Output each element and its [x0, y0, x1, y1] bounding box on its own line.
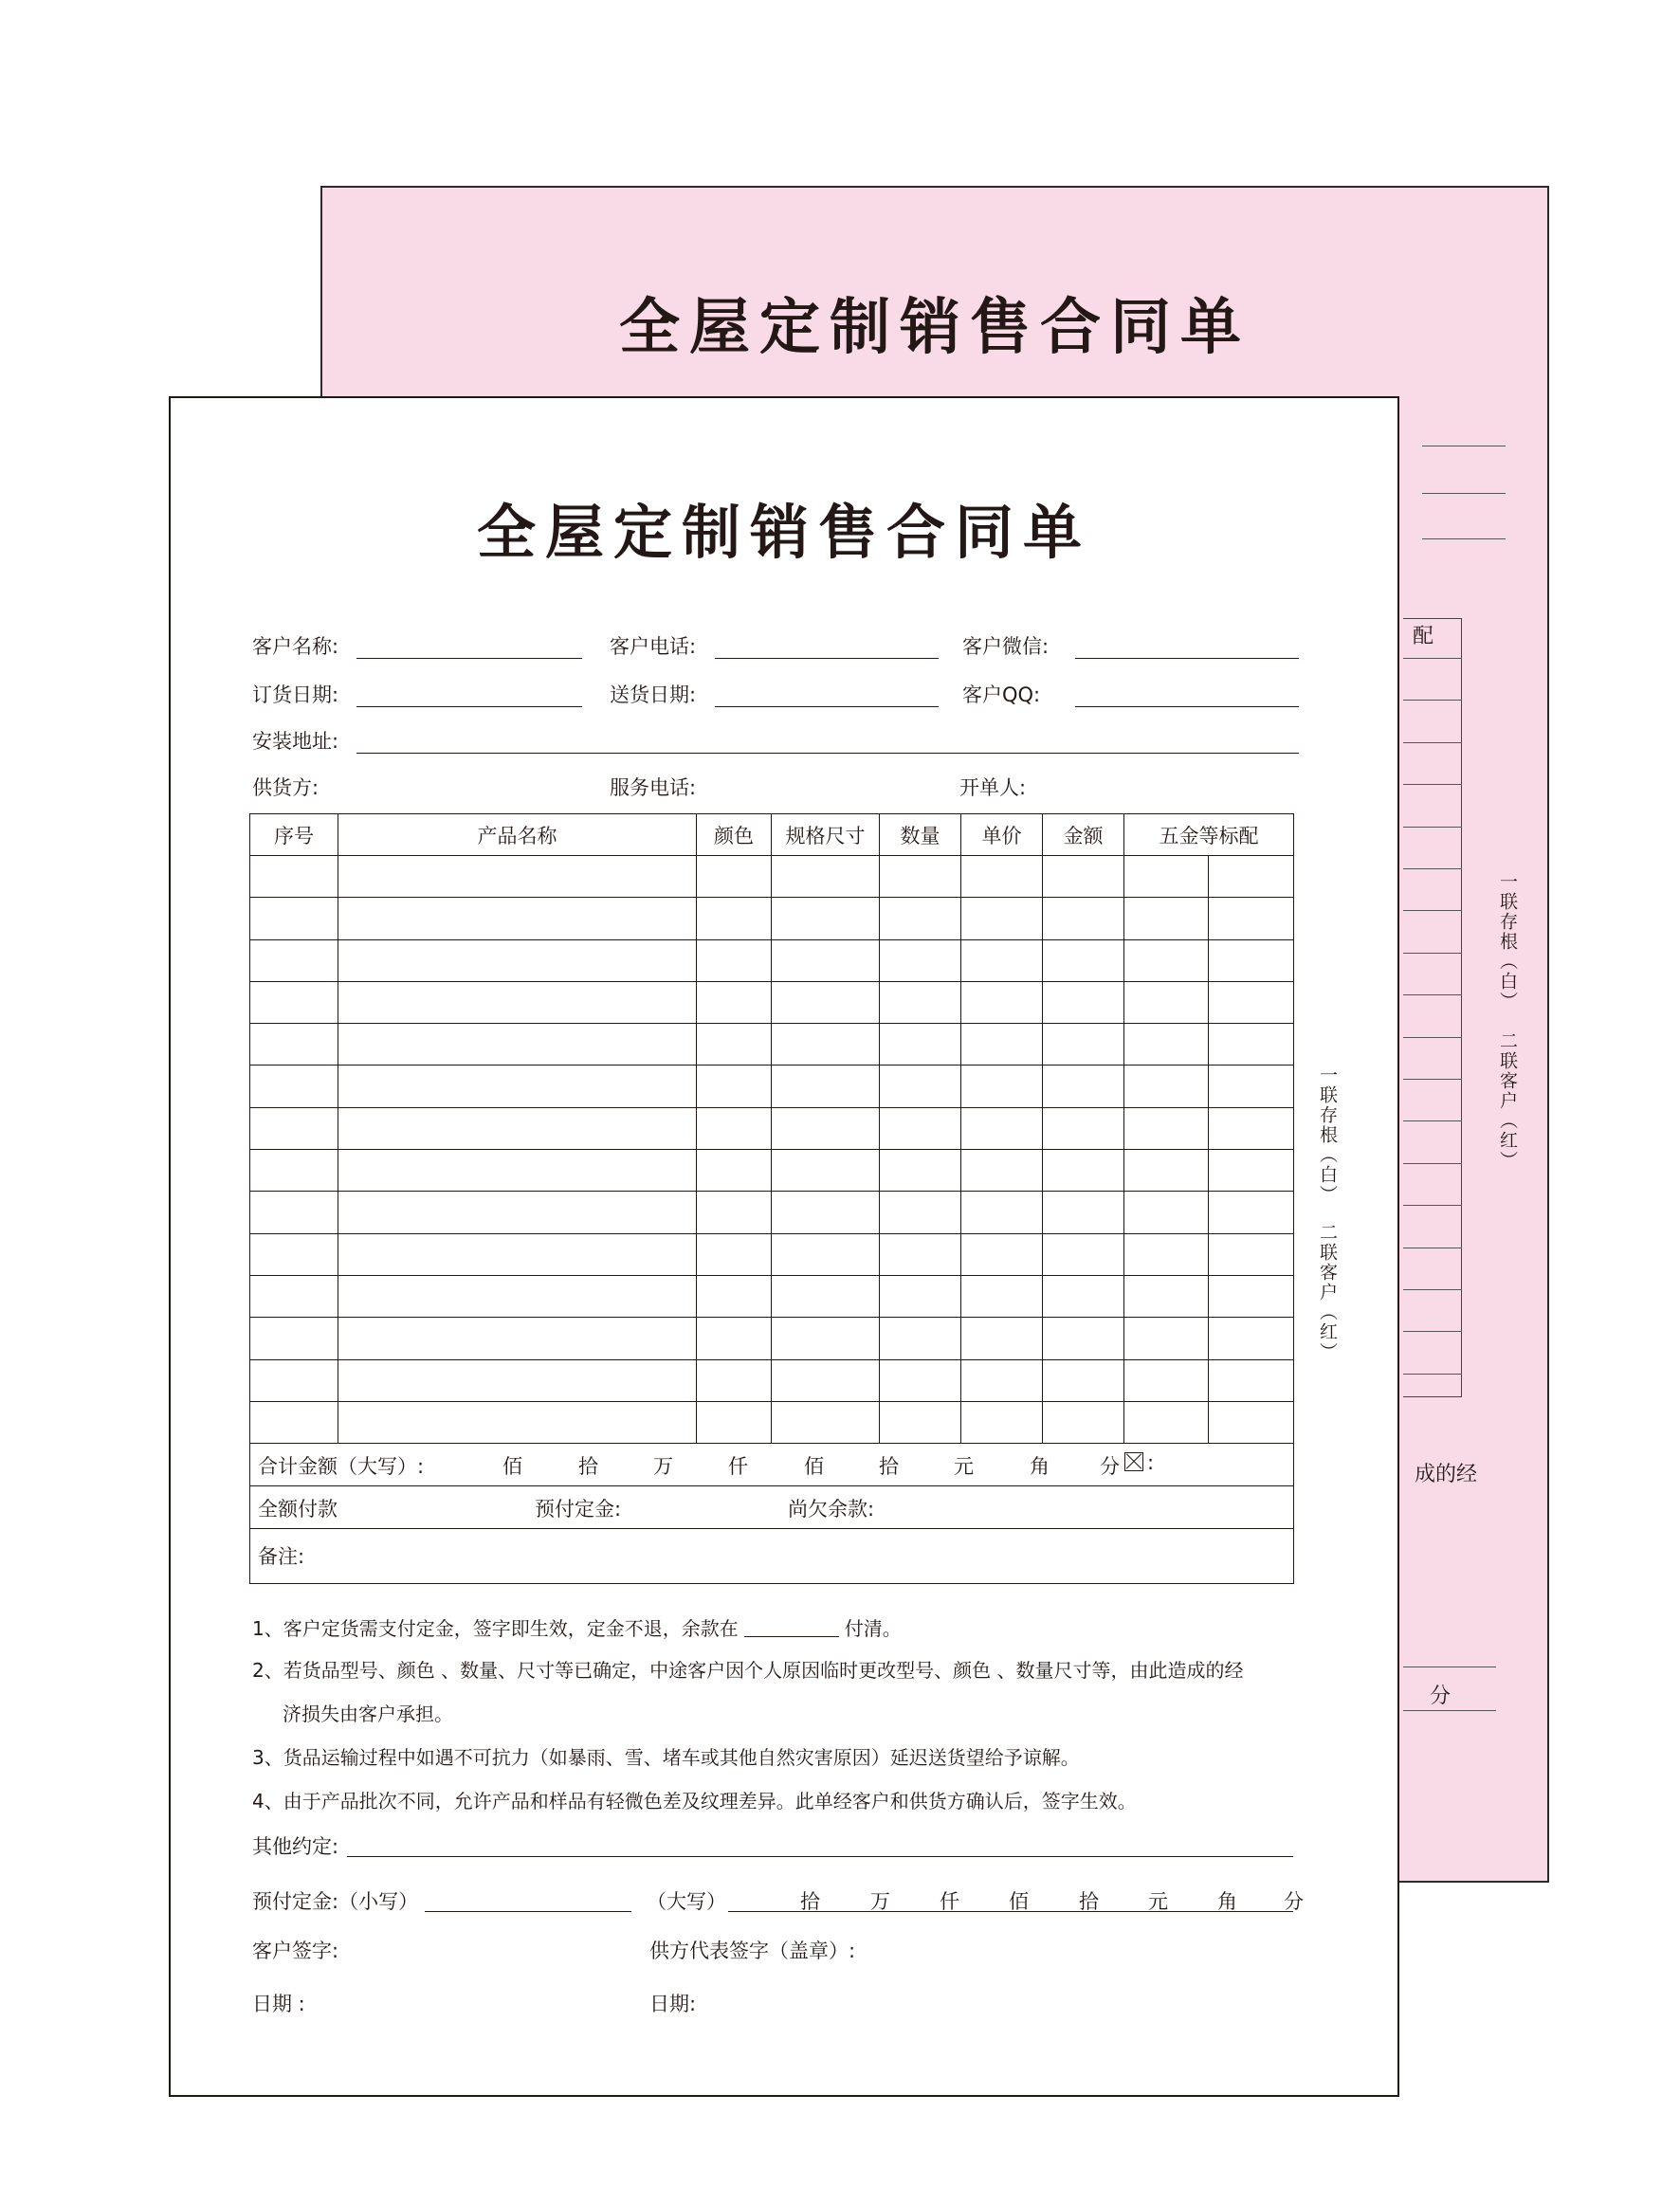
term-2-continued: 济损失由客户承担。 [283, 1703, 453, 1725]
deposit-unit-label: 元 [1148, 1890, 1168, 1913]
table-cell[interactable] [1043, 1066, 1124, 1107]
deposit-small-label: 预付定金:（小写） [252, 1890, 419, 1913]
table-cell[interactable] [1124, 1024, 1209, 1066]
table-cell[interactable] [697, 1318, 772, 1359]
table-cell[interactable] [1043, 1318, 1124, 1359]
term-1 [252, 1613, 902, 1641]
back-table-row-line [1403, 1331, 1462, 1332]
deposit-unit-label: 拾 [800, 1890, 820, 1913]
table-cell[interactable] [697, 1359, 772, 1401]
contract-title: 全屋定制销售合同单 [476, 498, 1091, 567]
table-cell[interactable] [772, 1359, 880, 1401]
table-cell[interactable] [1124, 1318, 1209, 1359]
table-cell[interactable] [250, 1066, 338, 1107]
header-color: 颜色 [697, 814, 772, 856]
back-table-row-line [1403, 784, 1462, 785]
customer-wechat-label: 客户微信: [962, 635, 1050, 658]
table-cell[interactable] [1209, 1401, 1294, 1443]
table-row [250, 1192, 1294, 1233]
table-cell[interactable] [772, 939, 880, 981]
table-cell[interactable] [961, 1359, 1043, 1401]
table-cell[interactable] [1209, 898, 1294, 939]
table-cell[interactable] [772, 1024, 880, 1066]
back-table-row-line [1403, 910, 1462, 911]
table-cell[interactable] [1043, 1024, 1124, 1066]
crossed-box-icon [1124, 1452, 1143, 1471]
table-cell[interactable] [961, 1318, 1043, 1359]
other-agreement-label: 其他约定: [252, 1835, 339, 1858]
header-quantity: 数量 [880, 814, 961, 856]
table-cell[interactable] [880, 856, 961, 898]
table-cell[interactable] [1209, 1066, 1294, 1107]
unit-bai: 佰 [804, 1455, 824, 1479]
table-cell[interactable] [1209, 1318, 1294, 1359]
table-row [250, 981, 1294, 1023]
back-table-row-line [1403, 1120, 1462, 1121]
table-cell[interactable] [338, 1024, 697, 1066]
table-cell[interactable] [1043, 1107, 1124, 1149]
table-cell[interactable] [772, 1401, 880, 1443]
table-cell[interactable] [772, 1275, 880, 1317]
table-cell[interactable] [880, 1233, 961, 1275]
deposit-unit-label: 分 [1284, 1890, 1304, 1913]
table-cell[interactable] [697, 1401, 772, 1443]
table-cell[interactable] [338, 856, 697, 898]
table-cell[interactable] [338, 1192, 697, 1233]
table-cell[interactable] [880, 939, 961, 981]
table-cell[interactable] [880, 1150, 961, 1192]
unit-wan: 万 [653, 1455, 673, 1479]
total-suffix: : [1147, 1451, 1155, 1475]
customer-qq-field[interactable] [1075, 706, 1299, 707]
table-row [250, 1150, 1294, 1192]
table-cell[interactable] [772, 898, 880, 939]
table-cell[interactable] [961, 1401, 1043, 1443]
table-cell[interactable] [1209, 939, 1294, 981]
table-cell[interactable] [250, 981, 338, 1023]
table-cell[interactable] [772, 981, 880, 1023]
table-cell[interactable] [880, 898, 961, 939]
term-3: 3、货品运输过程中如遇不可抗力（如暴雨、雪、堵车或其他自然灾害原因）延迟送货望给予谅解。 [252, 1746, 1080, 1769]
items-table [249, 813, 1294, 1584]
table-row [250, 1275, 1294, 1317]
table-cell[interactable] [961, 1066, 1043, 1107]
table-cell[interactable] [772, 1107, 880, 1149]
delivery-date-label: 送货日期: [610, 683, 697, 706]
customer-name-label: 客户名称: [252, 635, 339, 658]
table-cell[interactable] [697, 981, 772, 1023]
supplier-sign-label: 供方代表签字（盖章）: [649, 1940, 856, 1962]
table-cell[interactable] [1043, 1150, 1124, 1192]
customer-qq-label: 客户QQ: [962, 683, 1041, 706]
back-table-row-line [1403, 1079, 1462, 1080]
table-cell[interactable] [697, 1066, 772, 1107]
header-serial: 序号 [250, 814, 338, 856]
back-table-edge [1403, 618, 1462, 1397]
table-cell[interactable] [772, 1233, 880, 1275]
customer-name-field[interactable] [356, 658, 582, 659]
back-fen-fragment: 分 [1430, 1685, 1452, 1708]
table-cell[interactable] [697, 856, 772, 898]
table-cell[interactable] [250, 939, 338, 981]
table-row [250, 1066, 1294, 1107]
deposit-unit-label: 角 [1217, 1890, 1237, 1913]
table-cell[interactable] [1124, 1107, 1209, 1149]
table-cell[interactable] [250, 1318, 338, 1359]
table-cell[interactable] [1124, 856, 1209, 898]
table-cell[interactable] [338, 1401, 697, 1443]
table-cell[interactable] [1043, 1275, 1124, 1317]
balance-date-field[interactable] [744, 1619, 839, 1637]
unit-shi: 拾 [578, 1455, 598, 1479]
table-cell[interactable] [1209, 1275, 1294, 1317]
table-cell[interactable] [1043, 1401, 1124, 1443]
table-cell[interactable] [961, 1275, 1043, 1317]
table-cell[interactable] [250, 1150, 338, 1192]
deposit-small-field[interactable] [425, 1911, 631, 1912]
order-date-label: 订货日期: [252, 683, 339, 706]
table-cell[interactable] [961, 939, 1043, 981]
table-cell[interactable] [1124, 1233, 1209, 1275]
table-row [250, 898, 1294, 939]
table-cell[interactable] [1209, 981, 1294, 1023]
back-table-row-line [1403, 1037, 1462, 1038]
table-cell[interactable] [250, 1359, 338, 1401]
table-cell[interactable] [1124, 1275, 1209, 1317]
remarks-row [250, 1529, 1294, 1584]
order-date-field[interactable] [356, 706, 582, 707]
table-cell[interactable] [250, 1192, 338, 1233]
customer-sign-label: 客户签字: [252, 1940, 339, 1962]
back-field-line [1403, 1710, 1496, 1711]
table-cell[interactable] [1124, 1192, 1209, 1233]
table-cell[interactable] [880, 1024, 961, 1066]
table-cell[interactable] [772, 1192, 880, 1233]
full-payment-label: 全额付款 [258, 1498, 338, 1521]
deposit-unit-label: 仟 [940, 1890, 959, 1913]
table-cell[interactable] [1124, 1066, 1209, 1107]
supplier-label: 供货方: [252, 776, 320, 799]
table-cell[interactable] [250, 856, 338, 898]
other-agreement-field[interactable] [347, 1856, 1293, 1857]
table-cell[interactable] [1043, 1359, 1124, 1401]
table-cell[interactable] [961, 856, 1043, 898]
table-cell[interactable] [1209, 1359, 1294, 1401]
back-copy-label-stub: 一联存根（白） [1497, 872, 1518, 1011]
back-col-fragment: 配 [1413, 625, 1434, 648]
table-cell[interactable] [338, 1359, 697, 1401]
table-cell[interactable] [880, 1401, 961, 1443]
table-row [250, 1359, 1294, 1401]
header-spec: 规格尺寸 [772, 814, 880, 856]
back-sheet-title: 全屋定制销售合同单 [619, 293, 1251, 363]
table-cell[interactable] [338, 898, 697, 939]
table-cell[interactable] [772, 1066, 880, 1107]
table-cell[interactable] [250, 1024, 338, 1066]
back-table-row-line [1403, 827, 1462, 828]
table-cell[interactable] [880, 1066, 961, 1107]
table-cell[interactable] [1043, 981, 1124, 1023]
copy-label-customer: 二联客户（红） [1317, 1223, 1338, 1362]
unit-fen: 分 [1100, 1455, 1120, 1479]
table-cell[interactable] [250, 1275, 338, 1317]
table-cell[interactable] [880, 1192, 961, 1233]
back-table-row-line [1403, 1163, 1462, 1164]
delivery-date-field[interactable] [715, 706, 939, 707]
header-amount: 金额 [1043, 814, 1124, 856]
header-product-name: 产品名称 [338, 814, 697, 856]
deposit-unit-label: 拾 [1079, 1890, 1099, 1913]
deposit-unit-label: 万 [870, 1890, 890, 1913]
unit-yuan: 元 [954, 1455, 974, 1479]
install-address-field[interactable] [356, 753, 1299, 754]
table-cell[interactable] [338, 1233, 697, 1275]
issuer-label: 开单人: [959, 776, 1027, 799]
symbol-box [1124, 1451, 1143, 1474]
table-cell[interactable] [1124, 939, 1209, 981]
unit-jiao: 角 [1030, 1455, 1050, 1479]
table-cell[interactable] [250, 1107, 338, 1149]
header-hardware: 五金等标配 [1124, 814, 1294, 856]
table-cell[interactable] [961, 1192, 1043, 1233]
table-cell[interactable] [338, 1107, 697, 1149]
back-table-row-line [1403, 700, 1462, 701]
table-cell[interactable] [250, 1401, 338, 1443]
deposit-big-label: （大写） [647, 1890, 726, 1913]
unit-qian: 仟 [728, 1455, 748, 1479]
table-cell[interactable] [1043, 939, 1124, 981]
back-field-line [1422, 493, 1506, 494]
table-cell[interactable] [338, 1275, 697, 1317]
table-cell[interactable] [250, 1233, 338, 1275]
table-row [250, 856, 1294, 898]
table-cell[interactable] [880, 1107, 961, 1149]
table-cell[interactable] [772, 856, 880, 898]
table-cell[interactable] [338, 981, 697, 1023]
table-cell[interactable] [1124, 1150, 1209, 1192]
table-cell[interactable] [1124, 1401, 1209, 1443]
table-cell[interactable] [1124, 981, 1209, 1023]
table-row [250, 1024, 1294, 1066]
table-cell[interactable] [338, 1066, 697, 1107]
table-cell[interactable] [961, 1024, 1043, 1066]
table-row [250, 1107, 1294, 1149]
table-cell[interactable] [697, 898, 772, 939]
customer-phone-label: 客户电话: [610, 635, 697, 658]
unit-shi: 拾 [879, 1455, 899, 1479]
total-row [250, 1444, 1294, 1486]
table-cell[interactable] [961, 898, 1043, 939]
table-header-row [250, 814, 1294, 856]
customer-date-label: 日期 : [252, 1993, 305, 2015]
table-cell[interactable] [1209, 1107, 1294, 1149]
term-1-end: 付清。 [844, 1617, 902, 1640]
back-copy-label-customer: 二联客户（红） [1497, 1031, 1518, 1171]
table-row [250, 1318, 1294, 1359]
table-cell[interactable] [880, 1318, 961, 1359]
back-table-row-line [1403, 1205, 1462, 1206]
table-cell[interactable] [697, 1233, 772, 1275]
customer-wechat-field[interactable] [1075, 658, 1299, 659]
table-cell[interactable] [697, 1107, 772, 1149]
table-cell[interactable] [772, 1318, 880, 1359]
term-2: 2、若货品型号、颜色 、数量、尺寸等已确定，中途客户因个人原因临时更改型号、颜色 、数量尺寸等，由此造成的经 [252, 1659, 1244, 1682]
table-cell[interactable] [1043, 898, 1124, 939]
table-cell[interactable] [338, 939, 697, 981]
deposit-unit-label: 佰 [1009, 1890, 1029, 1913]
table-cell[interactable] [1043, 1233, 1124, 1275]
table-cell[interactable] [880, 1275, 961, 1317]
table-cell[interactable] [697, 1192, 772, 1233]
table-row [250, 1401, 1294, 1443]
table-cell[interactable] [961, 1233, 1043, 1275]
table-cell[interactable] [961, 1150, 1043, 1192]
table-cell[interactable] [1124, 898, 1209, 939]
header-unit-price: 单价 [961, 814, 1043, 856]
table-cell[interactable] [961, 1107, 1043, 1149]
table-cell[interactable] [880, 981, 961, 1023]
table-cell[interactable] [1209, 856, 1294, 898]
back-table-row-line [1403, 953, 1462, 954]
back-table-row-line [1403, 742, 1462, 743]
service-phone-label: 服务电话: [610, 776, 697, 799]
table-cell[interactable] [1124, 1359, 1209, 1401]
deposit-paid-label: 预付定金: [535, 1498, 622, 1521]
table-cell[interactable] [1209, 1233, 1294, 1275]
table-cell[interactable] [697, 939, 772, 981]
table-cell[interactable] [697, 1275, 772, 1317]
table-cell[interactable] [1209, 1192, 1294, 1233]
back-table-row-line [1403, 658, 1462, 659]
table-row [250, 1233, 1294, 1275]
table-cell[interactable] [961, 981, 1043, 1023]
install-address-label: 安装地址: [252, 730, 339, 753]
unit-bai: 佰 [502, 1455, 522, 1479]
back-table-row-line [1403, 994, 1462, 995]
term-4: 4、由于产品批次不同，允许产品和样品有轻微色差及纹理差异。此单经客户和供货方确认后，签字生效。 [252, 1790, 1137, 1812]
table-cell[interactable] [1043, 1192, 1124, 1233]
back-field-line [1422, 538, 1506, 539]
customer-phone-field[interactable] [715, 658, 939, 659]
supplier-date-label: 日期: [649, 1993, 697, 2015]
table-cell[interactable] [1043, 856, 1124, 898]
back-table-row-line [1403, 1289, 1462, 1290]
back-table-row-line [1403, 868, 1462, 869]
balance-due-label: 尚欠余款: [788, 1498, 875, 1521]
back-table-row-line [1403, 1374, 1462, 1375]
table-cell[interactable] [1209, 1024, 1294, 1066]
table-cell[interactable] [697, 1024, 772, 1066]
table-cell[interactable] [880, 1359, 961, 1401]
total-label: 合计金额（大写）: [258, 1455, 425, 1479]
table-row [250, 939, 1294, 981]
table-cell[interactable] [1209, 1150, 1294, 1192]
table-cell[interactable] [772, 1150, 880, 1192]
remarks-label: 备注: [258, 1544, 305, 1568]
copy-label-stub: 一联存根（白） [1317, 1066, 1338, 1205]
table-cell[interactable] [697, 1150, 772, 1192]
table-cell[interactable] [250, 898, 338, 939]
payment-row [250, 1486, 1294, 1529]
back-term-fragment: 成的经 [1415, 1463, 1478, 1486]
table-cell[interactable] [338, 1318, 697, 1359]
front-contract-sheet [169, 396, 1399, 2097]
term-1-text: 1、客户定货需支付定金，签字即生效，定金不退，余款在 [252, 1617, 739, 1640]
table-cell[interactable] [338, 1150, 697, 1192]
